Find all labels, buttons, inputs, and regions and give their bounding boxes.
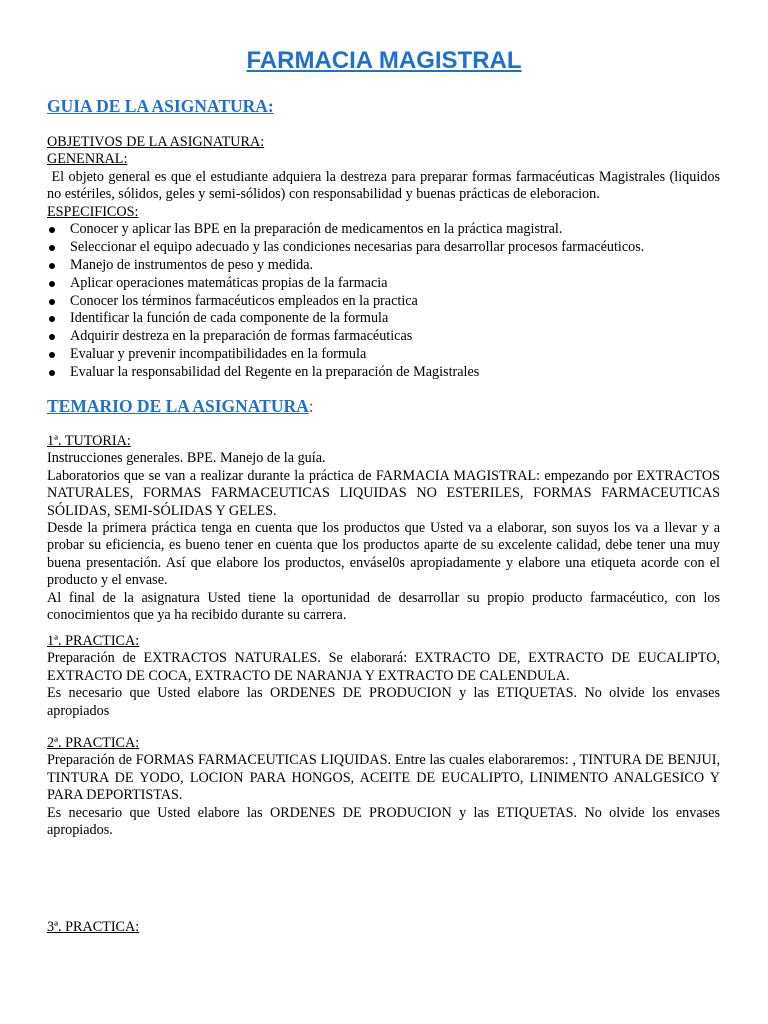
practica1-heading: 1ª. PRACTICA: (47, 633, 140, 649)
document-title: FARMACIA MAGISTRAL (246, 47, 522, 74)
especifico-item: Seleccionar el equipo adecuado y las condiciones necesarias para desarrollar procesos farmacéuticos. (47, 239, 720, 257)
practica2-heading: 2ª. PRACTICA: (47, 735, 140, 751)
practica1-paragraph: Es necesario que Usted elabore las ORDENES DE PRODUCION y las ETIQUETAS. No olvide los envases apropiados (47, 685, 720, 719)
objetivos-heading: OBJETIVOS DE LA ASIGNATURA: (47, 134, 265, 150)
practica2-paragraph: Preparación de FORMAS FARMACEUTICAS LIQUIDAS. Entre las cuales elaboraremos: , TINTURA DE BENJUI, TINTURA DE YODO, LOCION PARA HONGOS, ACEITE DE EUCALIPTO, LINIMENTO ANALGESICO Y PARA DEPORTISTAS. (47, 752, 720, 804)
especifico-item: Aplicar operaciones matemáticas propias de la farmacia (47, 275, 720, 293)
practica3-heading: 3ª. PRACTICA: (47, 919, 140, 935)
practica1-paragraph: Preparación de EXTRACTOS NATURALES. Se elaborará: EXTRACTO DE, EXTRACTO DE EUCALIPTO, EXTRACTO DE COCA, EXTRACTO DE NARANJA Y EXTRACTO DE CALENDULA. (47, 650, 720, 684)
practica2-paragraph: Es necesario que Usted elabore las ORDENES DE PRODUCION y las ETIQUETAS. No olvide los envases apropiados. (47, 804, 720, 839)
especifico-item: Adquirir destreza en la preparación de formas farmacéuticas (47, 328, 720, 346)
guia-heading-text: GUIA DE LA ASIGNATURA: (47, 96, 274, 116)
especifico-item: Evaluar la responsabilidad del Regente en la preparación de Magistrales (47, 364, 720, 382)
general-text: El objeto general es que el estudiante adquiera la destreza para preparar formas farmacéuticas Magistrales (liquidos no estériles, sólidos, geles y semi-sólidos) con responsabilidad y buenas prácticas de eleboracion. (47, 168, 724, 203)
especifico-item: Conocer los términos farmacéuticos empleados en la practica (47, 293, 720, 311)
especificos-list (47, 221, 720, 382)
tutoria-paragraph: Al final de la asignatura Usted tiene la oportunidad de desarrollar su propio producto farmacéutico, con los conocimientos que ya ha recibido durante su carrera. (47, 589, 720, 624)
practica2-section (47, 735, 720, 839)
especifico-item: Conocer y aplicar las BPE en la preparación de medicamentos en la práctica magistral. (47, 221, 720, 239)
practica1-section (47, 633, 720, 720)
temario-heading-colon: : (308, 396, 314, 416)
especificos-label: ESPECIFICOS: (47, 203, 139, 220)
objetivos-section (47, 134, 724, 382)
temario-heading (47, 395, 314, 417)
guia-heading (47, 95, 274, 117)
tutoria-section (47, 433, 720, 624)
tutoria-paragraph: Laboratorios que se van a realizar durante la práctica de FARMACIA MAGISTRAL: empezando por EXTRACTOS NATURALES, FORMAS FARMACEUTICAS LIQUIDAS NO ESTERILES, FORMAS FARMACEUTICAS SÓLIDAS, SEMI-SÓLIDAS Y GELES. (47, 467, 720, 519)
especifico-item: Identificar la función de cada componente de la formula (47, 310, 720, 328)
especifico-item: Manejo de instrumentos de peso y medida. (47, 257, 720, 275)
tutoria-paragraph: Desde la primera práctica tenga en cuenta que los productos que Usted va a elaborar, son suyos los va a llevar y a probar su eficiencia, es bueno tener en cuenta que los productos aparte de su excelente calidad, debe tener una muy buena presentación. Así que elabore los productos, envásel0s apropiadamente y elabore una etiqueta acorde con el producto y el envase. (47, 520, 720, 589)
general-label: GENENRAL: (47, 151, 128, 168)
temario-heading-text: TEMARIO DE LA ASIGNATURA (47, 396, 309, 416)
practica3-section (47, 919, 720, 936)
especifico-item: Evaluar y prevenir incompatibilidades en la formula (47, 346, 720, 364)
tutoria-heading: 1ª. TUTORIA: (47, 433, 131, 449)
tutoria-line: Instrucciones generales. BPE. Manejo de la guía. (47, 450, 326, 467)
